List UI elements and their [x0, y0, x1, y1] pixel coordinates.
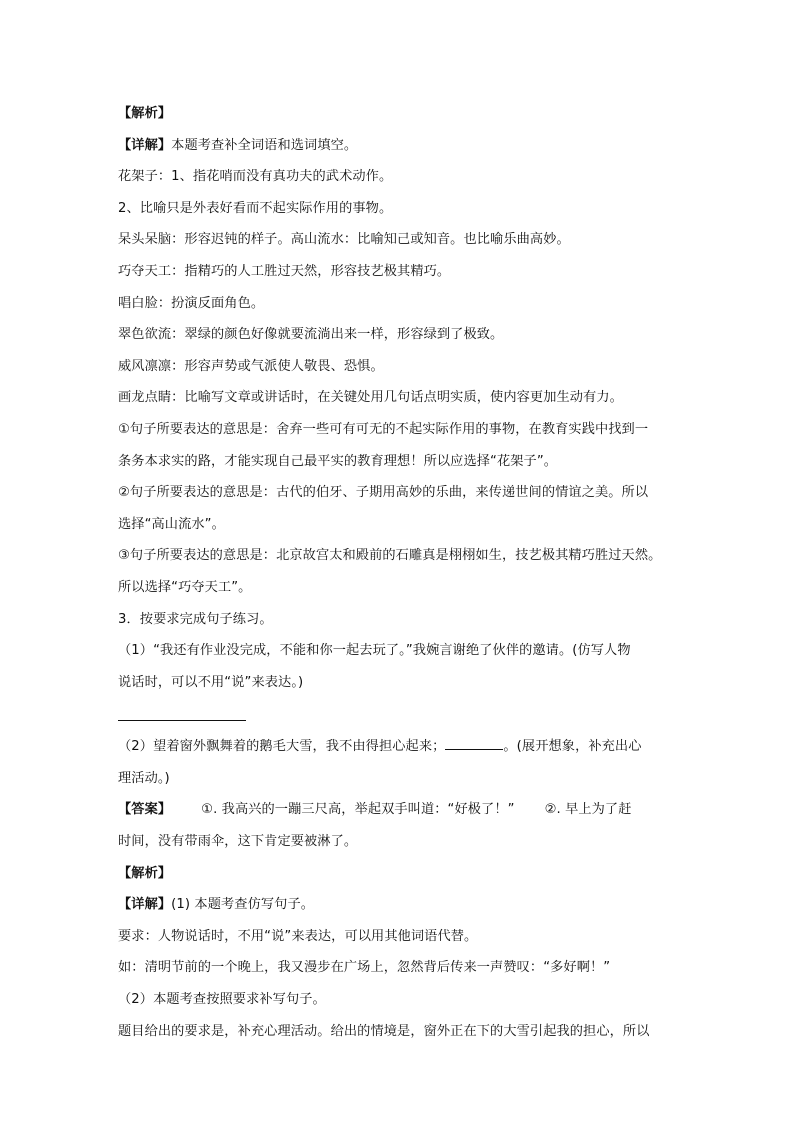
definition-hualong: 画龙点睛：比喻写文章或讲话时，在关键处用几句话点明实质，使内容更加生动有力。: [118, 390, 623, 406]
question3-title: 3．按要求完成句子练习。: [118, 611, 273, 627]
answer-blank-line: [118, 698, 246, 721]
question3-2-prefix: （2）望着窗外飘舞着的鹅毛大雪，我不由得担心起来；: [118, 739, 446, 755]
item3-line1: ③句子所要表达的意思是：北京故宫太和殿前的石雕真是栩栩如生，技艺极其精巧胜过天然。: [118, 548, 662, 564]
definition-huajiazi-2: 2、比喻只是外表好看而不起实际作用的事物。: [118, 200, 393, 216]
definition-daitou: 呆头呆脑：形容迟钝的样子。高山流水：比喻知己或知音。也比喻乐曲高妙。: [118, 232, 570, 248]
analysis-header: 【解析】: [118, 106, 172, 121]
definition-weifeng: 威风凛凛：形容声势或气派使人敬畏、恐惧。: [118, 358, 384, 374]
detail-line-2: [118, 889, 678, 921]
detail-text-2: (1) 本题考查仿写句子。: [171, 897, 315, 913]
example-line: 如：清明节前的一个晚上，我又漫步在广场上，忽然背后传来一声赞叹：“多好啊！”: [118, 960, 611, 976]
question3-2-line2: 理活动。): [118, 770, 170, 786]
document-page: [118, 98, 678, 1047]
fill-blank: [445, 735, 503, 750]
answer-2-part2: 时间，没有带雨伞，这下肯定要被淋了。: [118, 834, 358, 850]
question3-2-line1: [118, 731, 678, 763]
item1-line2: 条务本求实的路，才能实现自己最平实的教育理想！所以应选择“花架子”。: [118, 453, 558, 469]
definition-changbai: 唱白脸：扮演反面角色。: [118, 295, 265, 311]
answer-2-part1: ②. 早上为了赶: [544, 802, 632, 818]
final-line: 题目给出的要求是，补充心理活动。给出的情境是，窗外正在下的大雪引起我的担心，所以: [118, 1023, 650, 1039]
detail-line: [118, 130, 678, 162]
question3-2-suffix: 。(展开想象，补充出心: [503, 739, 642, 755]
question3-2-check: （2）本题考查按照要求补写句子。: [118, 992, 326, 1008]
answer-line: [118, 794, 678, 826]
detail-tag-2: 【详解】: [118, 897, 172, 913]
item2-line2: 选择“高山流水”。: [118, 516, 225, 532]
analysis-header-2: 【解析】: [118, 865, 172, 881]
definition-cuise: 翠色欲流：翠绿的颜色好像就要流淌出来一样，形容绿到了极致。: [118, 327, 504, 343]
question3-1-line1: （1）“我还有作业没完成，不能和你一起去玩了。”我婉言谢绝了伙伴的邀请。(仿写人物: [118, 643, 631, 659]
detail-text: 本题考查补全词语和选词填空。: [171, 137, 358, 153]
answer-tag: 【答案】: [118, 802, 172, 818]
item2-line1: ②句子所要表达的意思是：古代的伯牙、子期用高妙的乐曲，来传递世间的情谊之美。所以: [118, 485, 649, 501]
item1-line1: ①句子所要表达的意思是：舍弃一些可有可无的不起实际作用的事物，在教育实践中找到一: [118, 421, 649, 437]
definition-huajiazi-1: 花架子：1、指花哨而没有真功夫的武术动作。: [118, 169, 393, 185]
requirement-line: 要求：人物说话时，不用“说”来表达，可以用其他词语代替。: [118, 928, 478, 944]
definition-qiaoduo: 巧夺天工：指精巧的人工胜过天然，形容技艺极其精巧。: [118, 263, 451, 279]
answer-1: ①. 我高兴的一蹦三尺高，举起双手叫道：“好极了！”: [201, 802, 515, 818]
detail-tag: 【详解】: [118, 137, 172, 153]
item3-line2: 所以选择“巧夺天工”。: [118, 579, 252, 595]
question3-1-line2: 说话时，可以不用“说”来表达。): [118, 674, 304, 690]
